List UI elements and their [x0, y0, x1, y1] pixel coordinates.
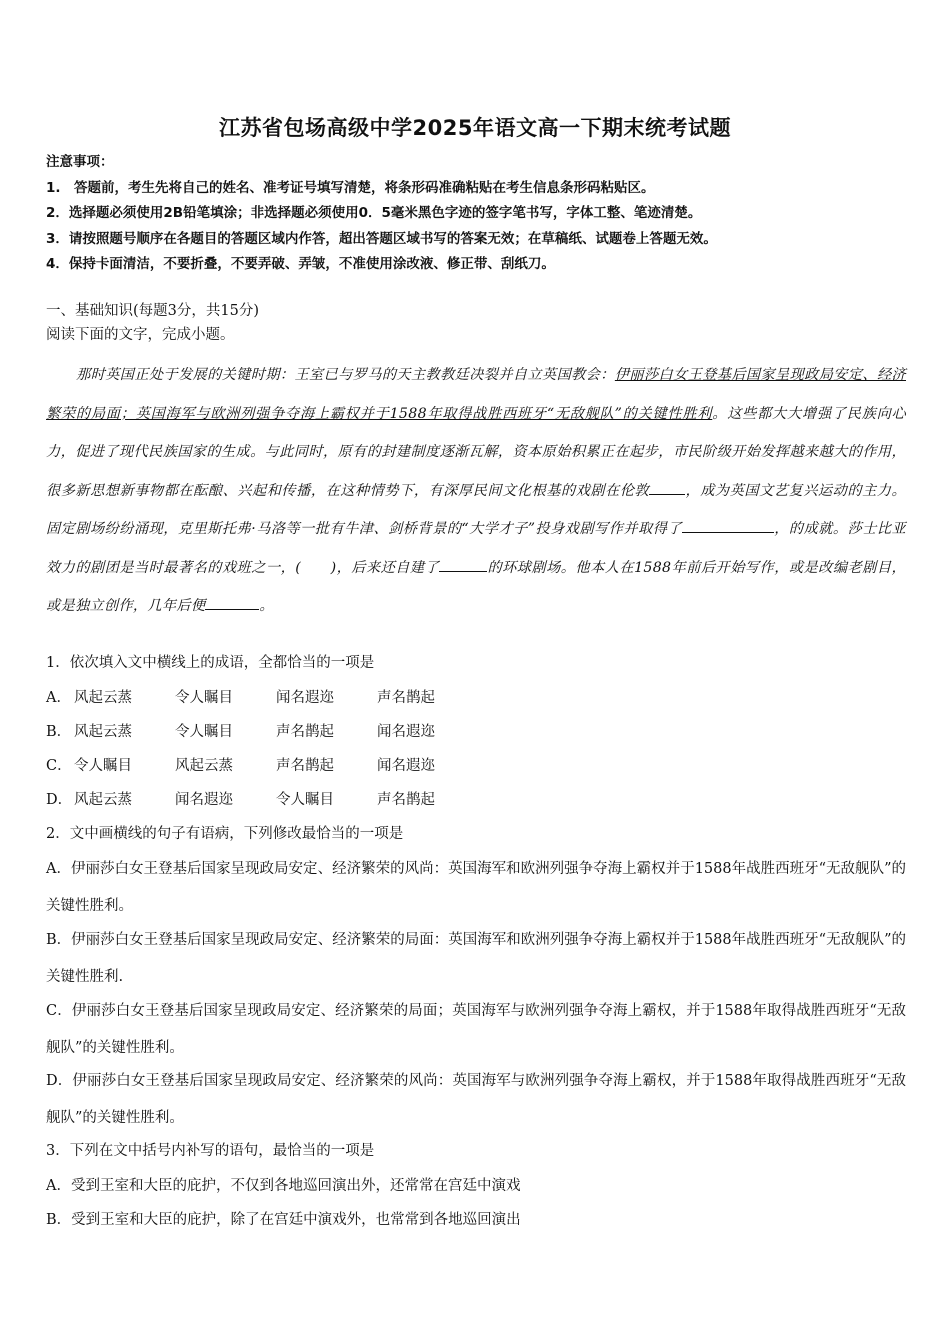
option-letter: B．	[46, 724, 72, 740]
question-stem: 3．下列在文中括号内补写的语句，最恰当的一项是	[46, 1143, 375, 1159]
choice-option-b[interactable]	[46, 715, 478, 749]
passage-text: 。	[259, 598, 274, 614]
option-word: 令人瞩目	[276, 792, 334, 808]
section-instruction: 阅读下面的文字，完成小题。	[46, 327, 235, 343]
choice-option-a[interactable]	[46, 681, 478, 715]
option-word: 风起云蒸	[175, 758, 233, 774]
option-word: 风起云蒸	[74, 724, 132, 740]
choice-option-c[interactable]: C．伊丽莎白女王登基后国家呈现政局安定、经济繁荣的局面；英国海军与欧洲列强争夺海上霸权，并于1588年取得战胜西班牙“无敌舰队”的关键性胜利。	[46, 1003, 906, 1056]
notice-item: 1. 答题前，考生先将自己的姓名、准考证号填写清楚，将条形码准确粘贴在考生信息条形码粘贴区。	[46, 179, 655, 196]
option-word: 声名鹊起	[276, 724, 334, 740]
option-word: 令人瞩目	[74, 758, 132, 774]
question-stem: 1．依次填入文中横线上的成语，全都恰当的一项是	[46, 655, 375, 671]
option-letter: A．	[46, 690, 71, 706]
option-word: 声名鹊起	[377, 792, 435, 808]
option-word: 令人瞩目	[175, 724, 233, 740]
choice-option-d[interactable]	[46, 783, 478, 817]
option-word: 风起云蒸	[74, 792, 132, 808]
passage-text: 。这些都大大增强了民族向心力，促进了现代民族国家的生成。与此同时，原有的封建制度逐渐瓦解，资本原始积累正在起步，市民阶级开始发挥越来越大的作用，很多新思想新事物都在酝酿、兴起和传播，在这种情势下，有深厚民间文化根基的戏剧在伦敦	[46, 405, 906, 499]
reading-passage	[46, 356, 906, 626]
answer-blank	[649, 480, 685, 495]
answer-blank	[205, 595, 259, 610]
notice-block	[46, 150, 906, 278]
notice-item: 3．请按照题号顺序在各题目的答题区域内作答，超出答题区域书写的答案无效；在草稿纸、试题卷上答题无效。	[46, 230, 717, 247]
question-stem: 2．文中画横线的句子有语病，下列修改最恰当的一项是	[46, 826, 404, 842]
underlined-sentence: 伊丽莎白女王登基后国家呈现政局安定、经济繁荣的局面；英国海军与欧洲列强争夺海上霸权并于1588年取得战胜西班牙“无敌舰队”的关键性胜利	[46, 367, 906, 422]
choice-option-d[interactable]: D．伊丽莎白女王登基后国家呈现政局安定、经济繁荣的风尚：英国海军与欧洲列强争夺海上霸权，并于1588年取得战胜西班牙“无敌舰队”的关键性胜利。	[46, 1073, 906, 1126]
option-word: 闻名遐迩	[377, 724, 435, 740]
notice-item: 2．选择题必须使用2B铅笔填涂；非选择题必须使用0．5毫米黑色字迹的签字笔书写，字体工整、笔迹清楚。	[46, 205, 702, 221]
option-word: 风起云蒸	[74, 690, 132, 706]
choice-option-a[interactable]: A．伊丽莎白女王登基后国家呈现政局安定、经济繁荣的风尚：英国海军和欧洲列强争夺海上霸权并于1588年战胜西班牙“无敌舰队”的关键性胜利。	[46, 861, 906, 914]
answer-blank	[439, 557, 487, 572]
section-heading: 一、基础知识(每题3分，共15分)	[46, 303, 259, 319]
option-word: 闻名遐迩	[276, 690, 334, 706]
option-letter: D．	[46, 792, 73, 808]
option-letter: C．	[46, 758, 72, 774]
passage-text: 的环球剧场。他本人在1588年前后开始写作，或是改编老剧目，或是独立创作，几年后便	[46, 559, 906, 614]
notice-item: 4．保持卡面清洁，不要折叠，不要弄破、弄皱，不准使用涂改液、修正带、刮纸刀。	[46, 256, 555, 272]
passage-text: 那时英国正处于发展的关键时期：王室已与罗马的天主教教廷决裂并自立英国教会：	[76, 367, 615, 383]
passage-text: ，的成就。莎士比亚效力的剧团是当时最著名的戏班之一，( )，后来还自建了	[46, 521, 907, 576]
passage-text: ，成为英国文艺复兴运动的主力。固定剧场纷纷涌现，克里斯托弗·马洛等一批有牛津、剑桥背景的“大学才子”投身戏剧写作并取得了	[46, 482, 906, 537]
notice-heading: 注意事项：	[46, 154, 114, 170]
choice-option-b[interactable]: B．伊丽莎白女王登基后国家呈现政局安定、经济繁荣的局面：英国海军和欧洲列强争夺海上霸权并于1588年战胜西班牙“无敌舰队”的关键性胜利.	[46, 932, 906, 985]
option-word: 声名鹊起	[276, 758, 334, 774]
choice-option-b[interactable]: B．受到王室和大臣的庇护，除了在宫廷中演戏外，也常常到各地巡回演出	[46, 1212, 521, 1228]
option-word: 闻名遐迩	[377, 758, 435, 774]
choice-option-c[interactable]	[46, 749, 478, 783]
choice-option-a[interactable]: A．受到王室和大臣的庇护，不仅到各地巡回演出外，还常常在宫廷中演戏	[46, 1178, 521, 1194]
option-word: 声名鹊起	[377, 690, 435, 706]
option-word: 令人瞩目	[175, 690, 233, 706]
page-title: 江苏省包场高级中学2025年语文高一下期末统考试题	[219, 116, 731, 140]
option-word: 闻名遐迩	[175, 792, 233, 808]
answer-blank	[682, 518, 774, 533]
